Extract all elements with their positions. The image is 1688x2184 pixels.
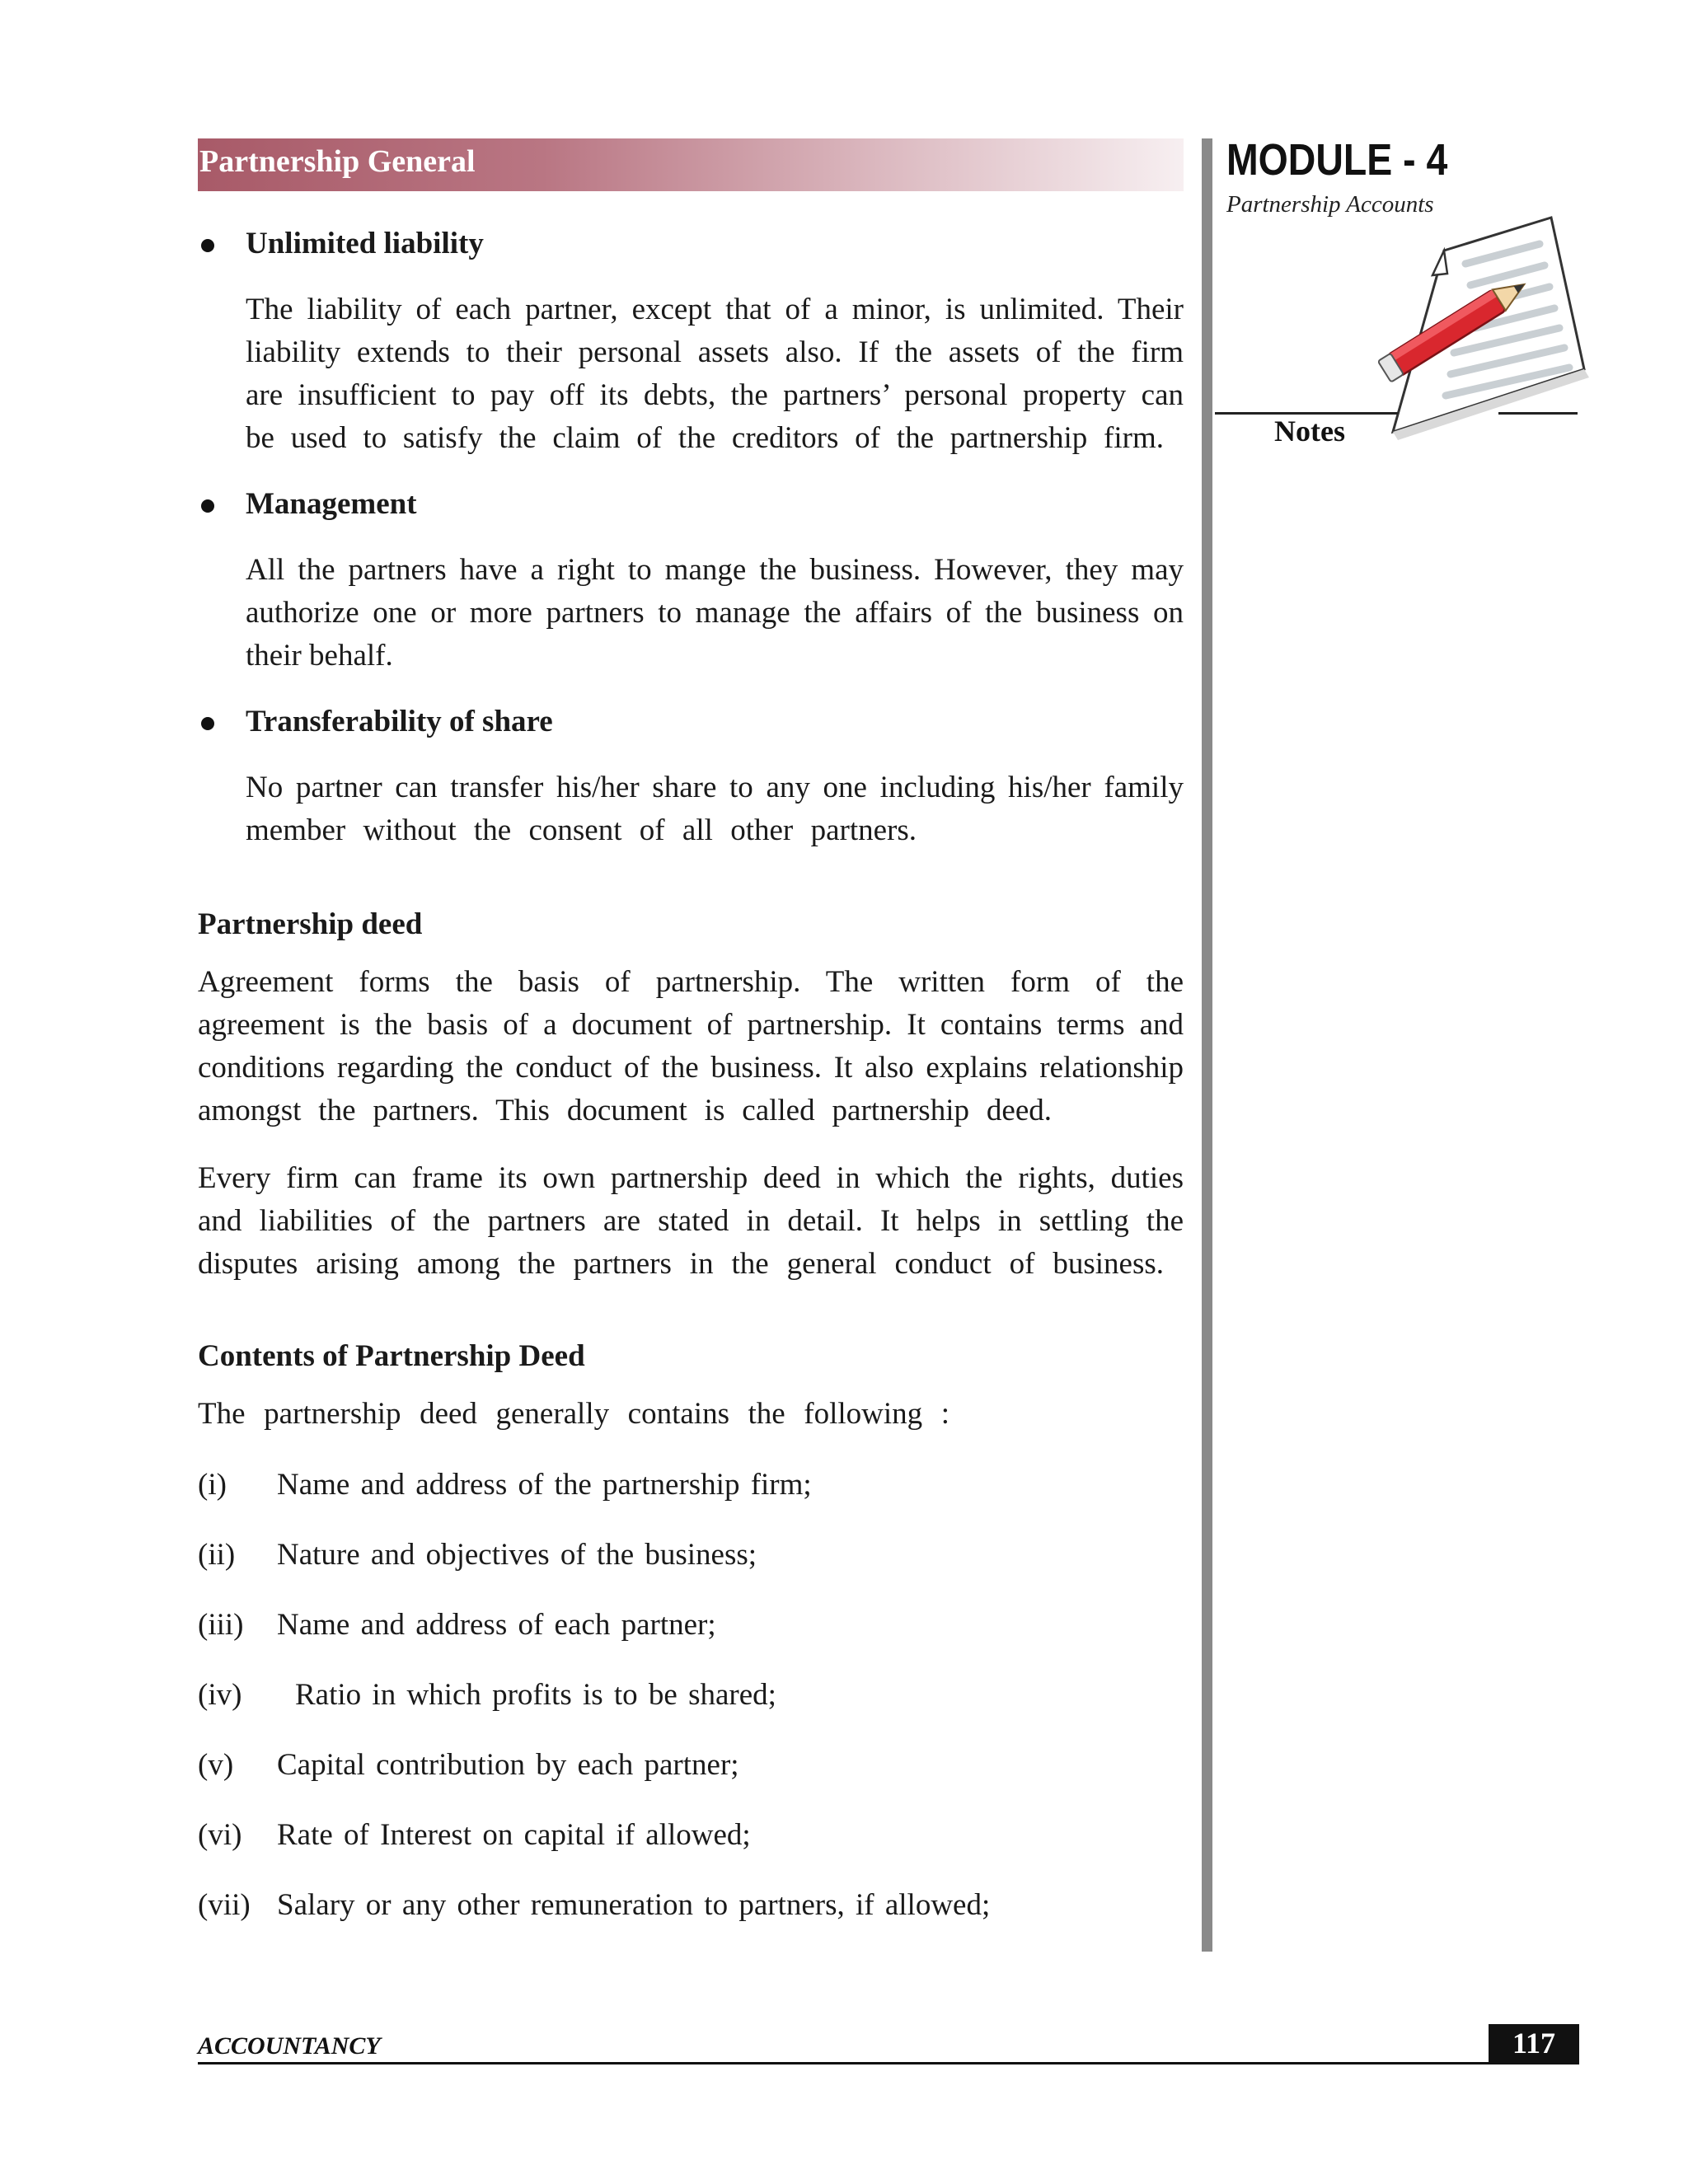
bullet-line: liability extends to their personal assets also. If the assets of the firm: [246, 335, 1184, 369]
bullet-heading: Management: [246, 487, 417, 521]
bullet-line: authorize one or more partners to manage the affairs of the business on: [246, 596, 1184, 630]
page-number: 117: [1512, 2027, 1555, 2060]
list-item-label: (vi): [198, 1818, 242, 1852]
bullet-line: be used to satisfy the claim of the creditors of the partnership firm.: [246, 421, 1164, 455]
bullet-icon: [201, 499, 214, 513]
deed-para1-line: agreement is the basis of a document of partnership. It contains terms and: [198, 1008, 1184, 1042]
bullet-line: their behalf.: [246, 639, 393, 673]
bullet-icon: [201, 717, 214, 730]
deed-heading: Partnership deed: [198, 907, 423, 941]
list-item-text: Rate of Interest on capital if allowed;: [277, 1818, 751, 1852]
notes-rule-right: [1498, 412, 1578, 415]
footer-rule: [198, 2062, 1579, 2064]
notes-label: Notes: [1274, 415, 1345, 448]
list-item-text: Name and address of the partnership firm;: [277, 1468, 812, 1502]
list-item-text: Capital contribution by each partner;: [277, 1748, 739, 1782]
bullet-line: All the partners have a right to mange the business. However, they may: [246, 553, 1184, 587]
bullet-line: are insufficient to pay off its debts, the partners’ personal property can: [246, 378, 1184, 412]
section-header-band: [198, 138, 1184, 191]
list-item-text: Nature and objectives of the business;: [277, 1538, 757, 1572]
list-item-label: (v): [198, 1748, 234, 1782]
module-title: MODULE - 4: [1226, 135, 1448, 185]
list-item-label: (ii): [198, 1538, 236, 1572]
bullet-icon: [201, 239, 214, 252]
deed-para1-line: amongst the partners. This document is called partnership deed.: [198, 1094, 1052, 1127]
module-subject: Partnership Accounts: [1226, 191, 1434, 218]
deed-para1-line: Agreement forms the basis of partnership. The written form of the: [198, 965, 1184, 999]
deed-para2-line: and liabilities of the partners are stated in detail. It helps in settling the: [198, 1204, 1184, 1238]
list-item-label: (iv): [198, 1678, 242, 1712]
list-item-text: Name and address of each partner;: [277, 1608, 716, 1642]
bullet-line: The liability of each partner, except that of a minor, is unlimited. Their: [246, 293, 1184, 326]
bullet-line: member without the consent of all other partners.: [246, 813, 917, 847]
contents-intro: The partnership deed generally contains the following :: [198, 1397, 950, 1431]
deed-para1-line: conditions regarding the conduct of the business. It also explains relationship: [198, 1051, 1184, 1085]
deed-para2-line: Every firm can frame its own partnership deed in which the rights, duties: [198, 1161, 1184, 1195]
section-title: Partnership General: [199, 144, 476, 179]
margin-divider: [1202, 138, 1212, 1952]
bullet-heading: Unlimited liability: [246, 227, 484, 260]
list-item-label: (i): [198, 1468, 227, 1502]
bullet-heading: Transferability of share: [246, 705, 553, 738]
list-item-label: (iii): [198, 1608, 244, 1642]
list-item-label: (vii): [198, 1888, 251, 1922]
deed-para2-line: disputes arising among the partners in the general conduct of business.: [198, 1247, 1164, 1281]
footer-subject: ACCOUNTANCY: [198, 2032, 381, 2060]
list-item-text: Salary or any other remuneration to partners, if allowed;: [277, 1888, 991, 1922]
list-item-text: Ratio in which profits is to be shared;: [295, 1678, 776, 1712]
bullet-line: No partner can transfer his/her share to any one including his/her family: [246, 771, 1184, 804]
page-number-box: [1489, 2024, 1579, 2064]
contents-heading: Contents of Partnership Deed: [198, 1339, 585, 1373]
